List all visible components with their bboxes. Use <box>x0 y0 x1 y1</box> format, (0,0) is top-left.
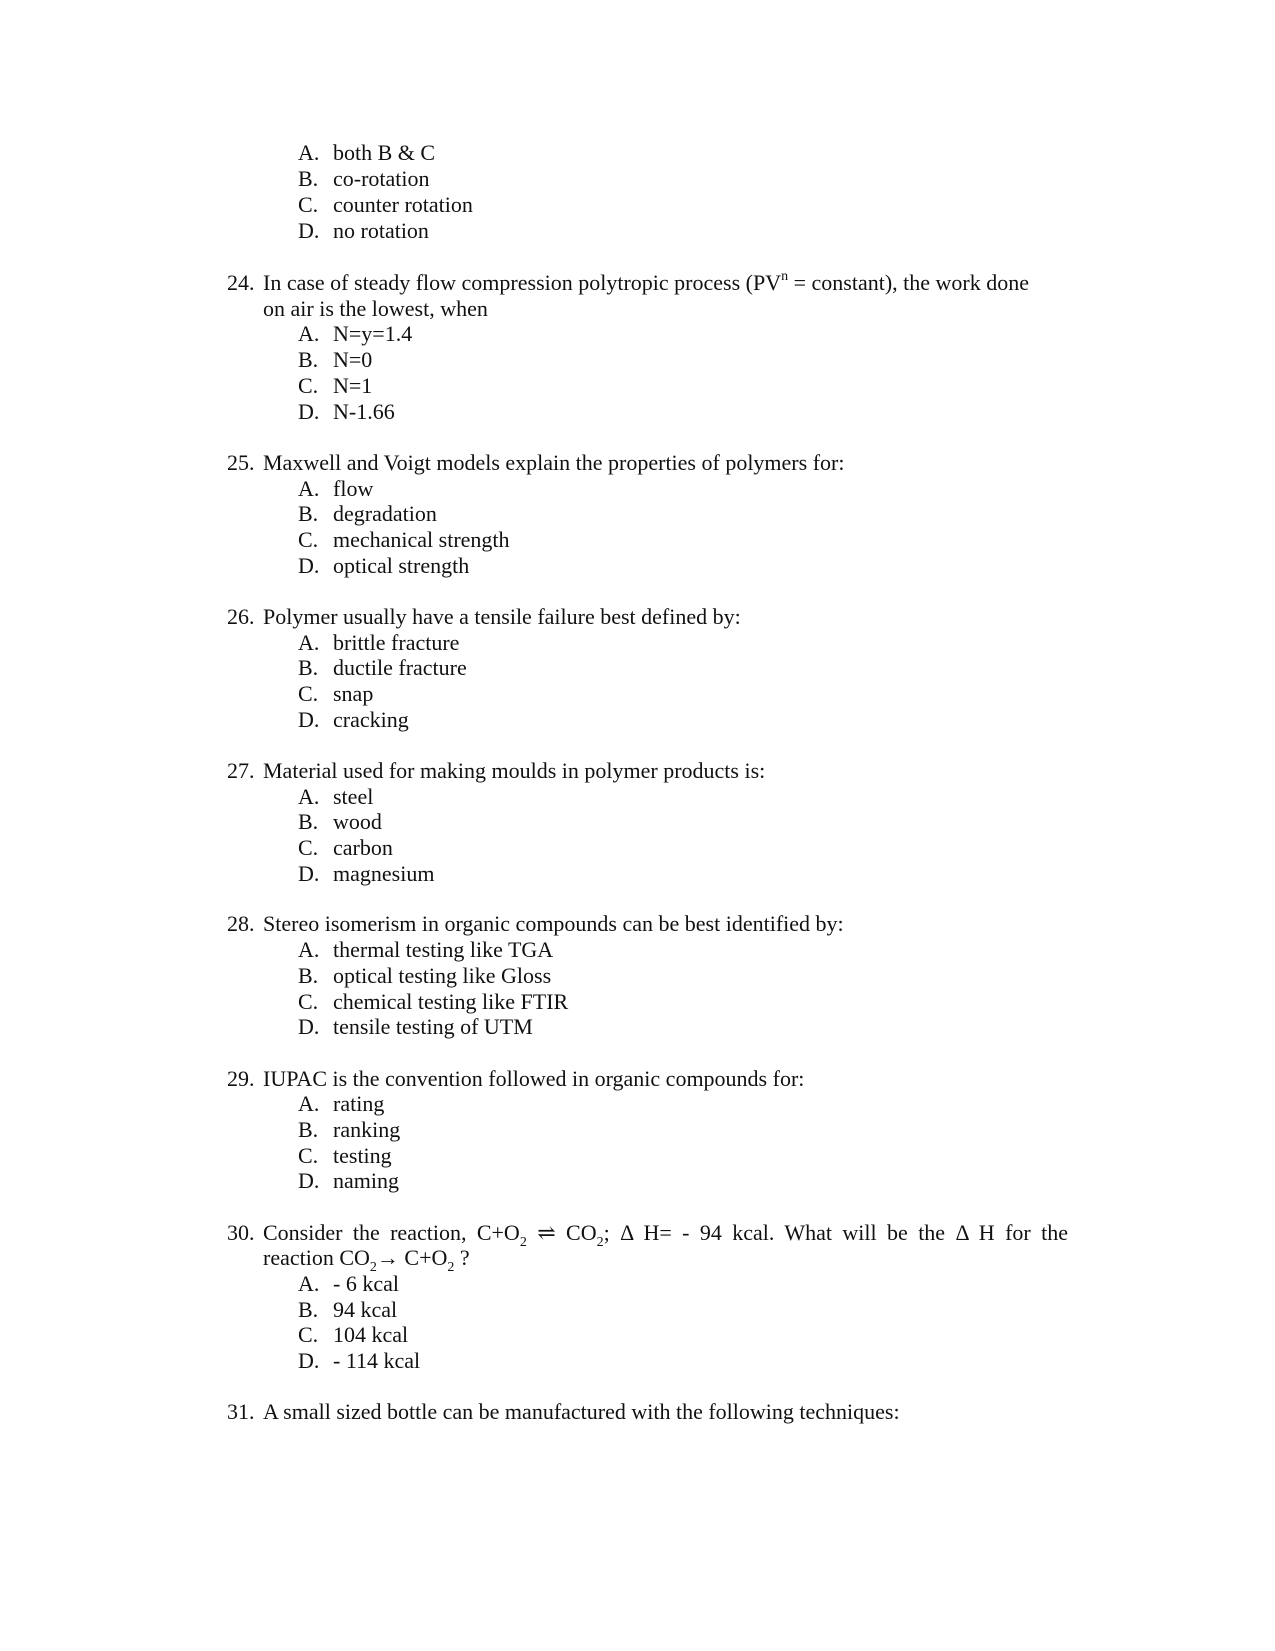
option-text: ductile fracture <box>333 655 467 680</box>
option-letter: C. <box>298 373 319 398</box>
option-text: magnesium <box>333 861 435 886</box>
option-letter: C. <box>298 1322 319 1347</box>
subscript: 2 <box>447 1260 455 1276</box>
question-number: 26. <box>227 604 255 629</box>
option-letter: B. <box>298 1297 319 1322</box>
option-text: N-1.66 <box>333 399 395 424</box>
option-text: snap <box>333 681 374 706</box>
option-text: flow <box>333 476 374 501</box>
option-letter: D. <box>298 861 320 886</box>
option-letter: D. <box>298 1014 320 1039</box>
option-letter: D. <box>298 1168 320 1193</box>
option-text: 94 kcal <box>333 1297 398 1322</box>
question-text: ⇌ CO <box>526 1220 597 1245</box>
question-text-line-1 <box>263 270 1029 296</box>
option-letter: B. <box>298 501 319 526</box>
question-number: 24. <box>227 270 255 295</box>
question-text: → C+O <box>376 1245 448 1270</box>
option-text: cracking <box>333 707 409 732</box>
option-text: ranking <box>333 1117 401 1142</box>
option-text: - 6 kcal <box>333 1271 399 1296</box>
option-letter: A. <box>298 784 320 809</box>
option-letter: A. <box>298 321 320 346</box>
option-letter: A. <box>298 1271 320 1296</box>
option-letter: B. <box>298 963 319 988</box>
question-number: 25. <box>227 450 255 475</box>
option-text: carbon <box>333 835 393 860</box>
option-text: steel <box>333 784 374 809</box>
question-text: = constant), the work done <box>788 270 1030 295</box>
option-letter: D. <box>298 399 320 424</box>
question-number: 28. <box>227 911 255 936</box>
question-text: Polymer usually have a tensile failure best defined by: <box>263 604 741 629</box>
option-text: both B & C <box>333 140 436 165</box>
question-number: 27. <box>227 758 255 783</box>
option-text: degradation <box>333 501 437 526</box>
question-number: 31. <box>227 1399 255 1424</box>
option-text: N=1 <box>333 373 373 398</box>
option-text: co-rotation <box>333 166 430 191</box>
option-letter: C. <box>298 527 319 552</box>
option-text: thermal testing like TGA <box>333 937 554 962</box>
option-text: testing <box>333 1143 392 1168</box>
option-letter: D. <box>298 1348 320 1373</box>
option-text: rating <box>333 1091 385 1116</box>
option-text: counter rotation <box>333 192 473 217</box>
option-letter: A. <box>298 1091 320 1116</box>
option-letter: C. <box>298 989 319 1014</box>
question-text: Material used for making moulds in polymer products is: <box>263 758 766 783</box>
option-letter: B. <box>298 655 319 680</box>
option-letter: B. <box>298 347 319 372</box>
question-text-line-2 <box>263 1245 470 1276</box>
question-text: reaction CO <box>263 1245 370 1270</box>
option-letter: D. <box>298 218 320 243</box>
question-text: A small sized bottle can be manufactured with the following techniques: <box>263 1399 900 1424</box>
question-text: ; Δ H= - 94 kcal. What will be the Δ H for the <box>603 1220 1068 1245</box>
subscript: 2 <box>596 1235 604 1251</box>
question-number: 29. <box>227 1066 255 1091</box>
option-text: N=y=1.4 <box>333 321 413 346</box>
option-text: N=0 <box>333 347 373 372</box>
question-text: Maxwell and Voigt models explain the properties of polymers for: <box>263 450 845 475</box>
option-text: 104 kcal <box>333 1322 409 1347</box>
question-text: Stereo isomerism in organic compounds can be best identified by: <box>263 911 844 936</box>
option-letter: B. <box>298 1117 319 1142</box>
option-text: mechanical strength <box>333 527 510 552</box>
question-number: 30. <box>227 1220 255 1245</box>
option-letter: C. <box>298 681 319 706</box>
subscript: 2 <box>519 1235 527 1251</box>
question-text-line-1 <box>263 1220 1068 1251</box>
option-text: brittle fracture <box>333 630 460 655</box>
question-text: ? <box>454 1245 470 1270</box>
option-letter: B. <box>298 809 319 834</box>
option-letter: A. <box>298 630 320 655</box>
option-letter: D. <box>298 553 320 578</box>
question-text: In case of steady flow compression polytropic process (PV <box>263 270 782 295</box>
option-letter: C. <box>298 1143 319 1168</box>
option-letter: B. <box>298 166 319 191</box>
question-text: IUPAC is the convention followed in organic compounds for: <box>263 1066 805 1091</box>
option-text: - 114 kcal <box>333 1348 421 1373</box>
option-text: tensile testing of UTM <box>333 1014 533 1039</box>
option-text: no rotation <box>333 218 429 243</box>
option-text: wood <box>333 809 382 834</box>
superscript: n <box>781 268 789 284</box>
question-text: Consider the reaction, C+O <box>263 1220 520 1245</box>
option-letter: D. <box>298 707 320 732</box>
option-letter: A. <box>298 140 320 165</box>
subscript: 2 <box>369 1260 377 1276</box>
option-text: naming <box>333 1168 399 1193</box>
option-letter: C. <box>298 192 319 217</box>
option-text: optical testing like Gloss <box>333 963 552 988</box>
option-letter: A. <box>298 937 320 962</box>
option-text: chemical testing like FTIR <box>333 989 569 1014</box>
option-letter: A. <box>298 476 320 501</box>
option-letter: C. <box>298 835 319 860</box>
option-text: optical strength <box>333 553 470 578</box>
question-text-line-2: on air is the lowest, when <box>263 296 488 321</box>
